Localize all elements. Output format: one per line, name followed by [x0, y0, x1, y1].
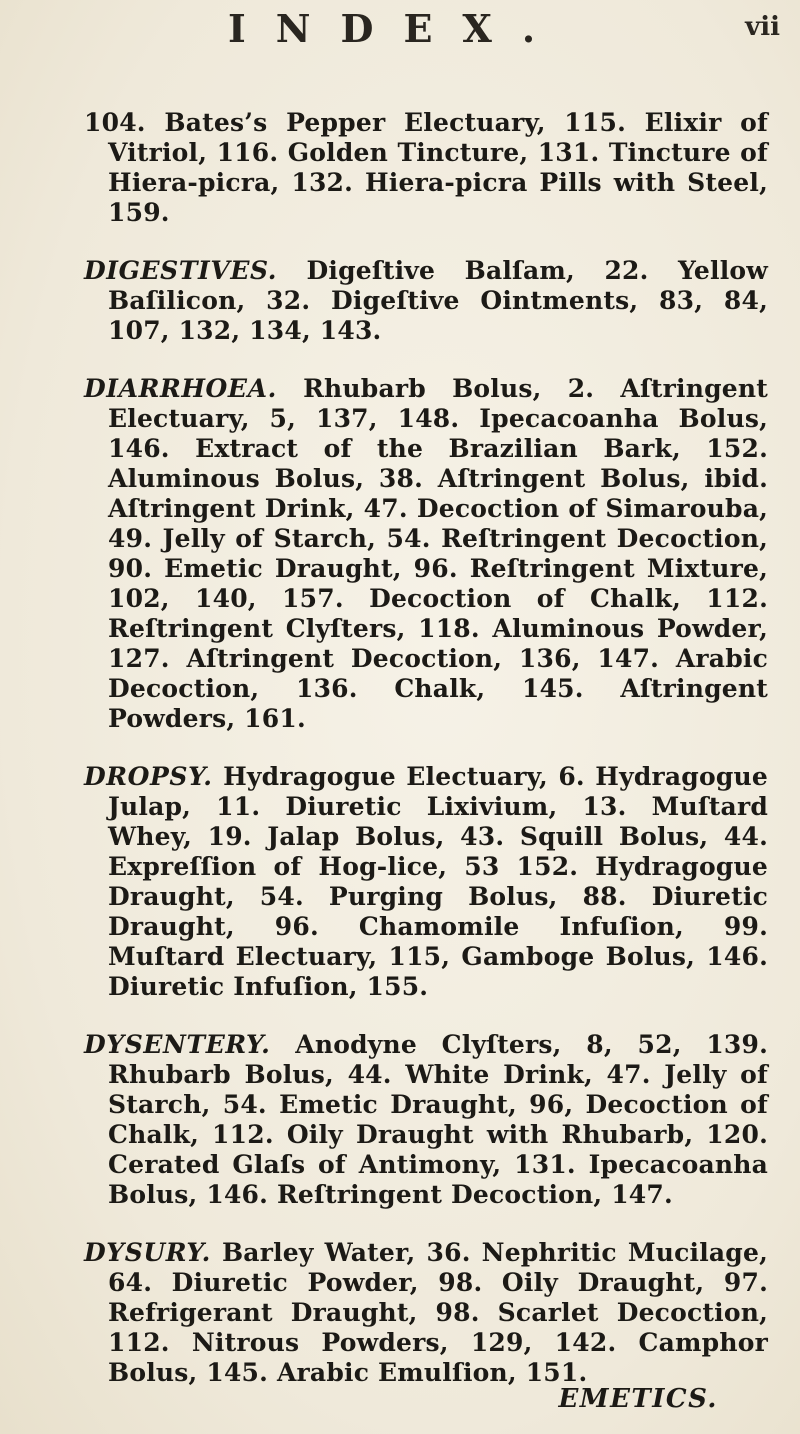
- entry-heading: DYSURY.: [84, 1238, 211, 1267]
- index-entry-dysentery: [84, 1030, 768, 1210]
- entry-text: 104. Bates’s Pepper Electuary, 115. Elixir of Vitriol, 116. Golden Tincture, 131. Tincture of Hiera-picra, 132. Hiera-picra Pills with Steel, 159.: [84, 108, 768, 227]
- entry-text: Barley Water, 36. Nephritic Mucilage, 64. Diuretic Powder, 98. Oily Draught, 97. Refrigerant Draught, 98. Scarlet Decoction, 112. Nitrous Powders, 129, 142. Camphor Bolus, 145. Arabic Emulſion, 151.: [108, 1238, 768, 1387]
- entry-heading: DYSENTERY.: [84, 1030, 271, 1059]
- index-entry-dysury: [84, 1238, 768, 1388]
- catchword: EMETICS.: [558, 1384, 718, 1414]
- entry-text: Anodyne Clyſters, 8, 52, 139. Rhubarb Bolus, 44. White Drink, 47. Jelly of Starch, 54. Emetic Draught, 96, Decoction of Chalk, 112. Oily Draught with Rhubarb, 120. Cerated Glaſs of Antimony, 131. Ipecacoanha Bolus, 146. Reſtringent Decoction, 147.: [108, 1030, 769, 1209]
- entry-heading: DIARRHOEA.: [84, 374, 277, 403]
- running-head: [0, 6, 800, 50]
- index-entry-digestives: [84, 256, 768, 346]
- index-body: [84, 108, 768, 1414]
- index-entry-continuation: [84, 108, 768, 228]
- running-title: INDEX.: [228, 6, 566, 51]
- index-entry-diarrhoea: [84, 374, 768, 734]
- entry-text: Hydragogue Electuary, 6. Hydragogue Julap, 11. Diuretic Lixivium, 13. Muſtard Whey, 19. Jalap Bolus, 43. Squill Bolus, 44. Expreſſion of Hog-lice, 53 152. Hydragogue Draught, 54. Purging Bolus, 88. Diuretic Draught, 96. Chamomile Infuſion, 99. Muſtard Electuary, 115, Gamboge Bolus, 146. Diuretic Infuſion, 155.: [108, 762, 768, 1001]
- entry-heading: DIGESTIVES.: [84, 256, 278, 285]
- entry-text: Digeſtive Balſam, 22. Yellow Baſilicon, 32. Digeſtive Ointments, 83, 84, 107, 132, 134, 143.: [108, 256, 768, 345]
- page-number: vii: [745, 12, 780, 42]
- index-entry-dropsy: [84, 762, 768, 1002]
- entry-text: Rhubarb Bolus, 2. Aſtringent Electuary, 5, 137, 148. Ipecacoanha Bolus, 146. Extract of the Brazilian Bark, 152. Aluminous Bolus, 38. Aſtringent Bolus, ibid. Aſtringent Drink, 47. Decoction of Simarouba, 49. Jelly of Starch, 54. Reſtringent Decoction, 90. Emetic Draught, 96. Reſtringent Mixture, 102, 140, 157. Decoction of Chalk, 112. Reſtringent Clyſters, 118. Aluminous Powder, 127. Aſtringent Decoction, 136, 147. Arabic Decoction, 136. Chalk, 145. Aſtringent Powders, 161.: [108, 374, 769, 733]
- entry-heading: DROPSY.: [84, 762, 213, 791]
